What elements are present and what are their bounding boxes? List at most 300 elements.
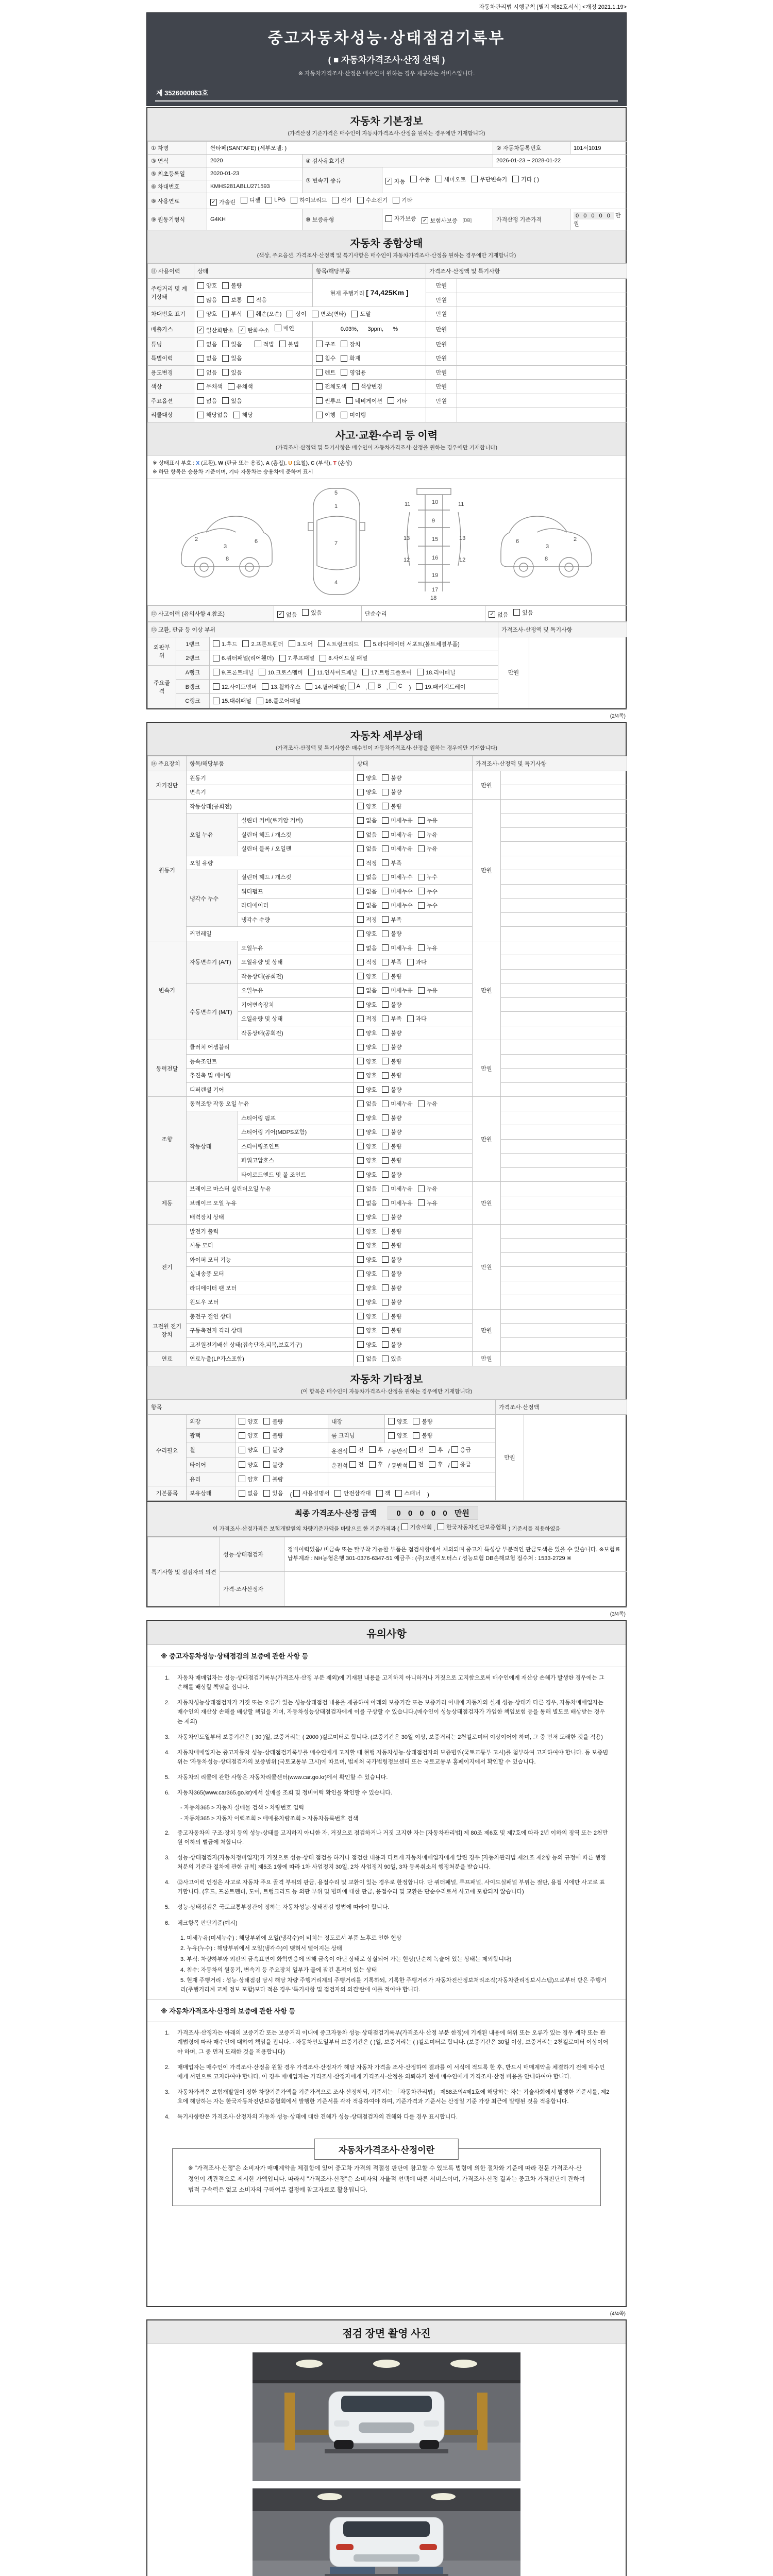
checkbox-option[interactable]	[382, 887, 413, 895]
checkbox-box[interactable]	[259, 669, 265, 675]
checkbox-box[interactable]: ✓	[197, 327, 204, 333]
checkbox-box[interactable]	[357, 874, 364, 880]
checkbox-option[interactable]	[351, 310, 371, 318]
checkbox-box[interactable]	[382, 959, 389, 965]
checkbox-option[interactable]	[357, 1114, 377, 1122]
checkbox-option[interactable]	[422, 216, 458, 225]
checkbox-option[interactable]	[382, 1099, 413, 1108]
checkbox-box[interactable]	[263, 1490, 270, 1497]
checkbox-option[interactable]	[257, 697, 300, 705]
checkbox-option[interactable]	[438, 1523, 507, 1531]
checkbox-box[interactable]	[382, 1214, 389, 1221]
checkbox-option[interactable]	[357, 196, 388, 204]
checkbox-option[interactable]	[418, 1099, 438, 1108]
checkbox-option[interactable]	[357, 1014, 377, 1023]
checkbox-box[interactable]	[357, 1214, 364, 1221]
checkbox-option[interactable]	[357, 1099, 377, 1108]
checkbox-option[interactable]	[332, 196, 351, 204]
checkbox-box[interactable]	[382, 1129, 389, 1136]
checkbox-option[interactable]	[334, 1489, 371, 1497]
checkbox-option[interactable]	[395, 1489, 421, 1497]
checkbox-option[interactable]	[357, 788, 377, 796]
checkbox-option[interactable]	[239, 1417, 258, 1426]
checkbox-box[interactable]	[233, 412, 240, 418]
checkbox-option[interactable]	[385, 177, 405, 185]
checkbox-option[interactable]	[287, 310, 306, 318]
checkbox-option[interactable]	[409, 1446, 424, 1454]
checkbox-option[interactable]	[197, 340, 217, 348]
checkbox-option[interactable]	[316, 340, 335, 348]
checkbox-box[interactable]	[239, 1447, 245, 1453]
checkbox-option[interactable]	[228, 382, 253, 391]
checkbox-box[interactable]	[197, 311, 204, 317]
checkbox-option[interactable]	[418, 944, 438, 952]
checkbox-box[interactable]	[222, 355, 229, 362]
checkbox-option[interactable]	[357, 1199, 377, 1207]
checkbox-box[interactable]	[213, 683, 220, 690]
checkbox-box[interactable]	[410, 176, 417, 182]
checkbox-option[interactable]	[308, 668, 357, 676]
checkbox-option[interactable]	[418, 1184, 438, 1193]
checkbox-box[interactable]	[263, 1432, 270, 1439]
checkbox-option[interactable]	[263, 1475, 283, 1483]
checkbox-option[interactable]	[357, 1269, 377, 1278]
checkbox-box[interactable]	[382, 1242, 389, 1249]
checkbox-box[interactable]	[418, 1185, 425, 1192]
checkbox-box[interactable]	[197, 296, 204, 303]
checkbox-box[interactable]	[471, 176, 478, 182]
checkbox-box[interactable]: ✓	[385, 178, 392, 184]
checkbox-box[interactable]	[357, 1072, 364, 1079]
checkbox-box[interactable]	[239, 1432, 245, 1439]
checkbox-option[interactable]	[346, 397, 382, 405]
checkbox-box[interactable]: ✓	[239, 327, 245, 333]
checkbox-option[interactable]	[382, 1001, 401, 1009]
checkbox-option[interactable]	[222, 281, 242, 290]
checkbox-option[interactable]	[197, 281, 217, 290]
checkbox-option[interactable]	[369, 1446, 383, 1454]
checkbox-option[interactable]	[357, 1256, 377, 1264]
checkbox-box[interactable]	[382, 1015, 389, 1022]
checkbox-box[interactable]	[388, 1418, 395, 1425]
checkbox-box[interactable]	[357, 1171, 364, 1178]
checkbox-box[interactable]	[382, 888, 389, 894]
checkbox-option[interactable]	[357, 944, 377, 952]
checkbox-option[interactable]	[357, 873, 377, 881]
checkbox-box[interactable]	[357, 1114, 364, 1121]
checkbox-box[interactable]	[239, 1461, 245, 1468]
checkbox-option[interactable]	[357, 901, 377, 909]
checkbox-option[interactable]	[293, 1489, 329, 1497]
checkbox-option[interactable]	[416, 683, 465, 691]
checkbox-option[interactable]	[239, 1475, 258, 1483]
checkbox-box[interactable]	[320, 655, 326, 662]
checkbox-box[interactable]	[409, 1461, 416, 1468]
checkbox-box[interactable]	[418, 944, 425, 951]
checkbox-box[interactable]	[357, 1228, 364, 1234]
checkbox-option[interactable]	[512, 175, 539, 183]
checkbox-option[interactable]	[357, 1227, 377, 1235]
checkbox-option[interactable]	[385, 214, 416, 223]
checkbox-box[interactable]	[382, 1355, 389, 1362]
checkbox-option[interactable]	[382, 1284, 401, 1292]
checkbox-option[interactable]	[410, 175, 430, 183]
checkbox-box[interactable]	[357, 803, 364, 809]
checkbox-box[interactable]	[263, 1461, 270, 1468]
checkbox-box[interactable]	[382, 1256, 389, 1263]
checkbox-box[interactable]	[357, 973, 364, 979]
checkbox-option[interactable]	[382, 1142, 401, 1150]
checkbox-box[interactable]	[287, 311, 293, 317]
checkbox-box[interactable]	[382, 1044, 389, 1050]
checkbox-box[interactable]	[341, 341, 347, 347]
checkbox-option[interactable]	[382, 816, 413, 824]
checkbox-box[interactable]	[369, 1446, 376, 1453]
checkbox-option[interactable]	[357, 802, 377, 810]
checkbox-box[interactable]	[263, 1418, 270, 1425]
checkbox-option[interactable]	[239, 1461, 258, 1469]
checkbox-box[interactable]	[382, 774, 389, 781]
checkbox-option[interactable]	[382, 958, 401, 966]
checkbox-box[interactable]	[357, 1044, 364, 1050]
checkbox-box[interactable]	[228, 383, 234, 390]
checkbox-option[interactable]	[213, 668, 254, 676]
checkbox-box[interactable]	[376, 1490, 383, 1497]
checkbox-box[interactable]	[512, 176, 519, 182]
checkbox-option[interactable]	[320, 654, 367, 662]
checkbox-box[interactable]	[247, 311, 254, 317]
checkbox-box[interactable]	[213, 655, 220, 662]
checkbox-option[interactable]	[382, 986, 413, 994]
checkbox-box[interactable]	[302, 609, 309, 616]
checkbox-option[interactable]	[263, 1461, 283, 1469]
checkbox-option[interactable]	[382, 1086, 401, 1094]
checkbox-option[interactable]	[418, 887, 438, 895]
checkbox-box[interactable]	[349, 1461, 356, 1468]
checkbox-box[interactable]	[451, 1446, 458, 1453]
checkbox-box[interactable]	[418, 817, 425, 824]
checkbox-box[interactable]	[197, 383, 204, 390]
checkbox-box[interactable]	[341, 412, 347, 418]
checkbox-option[interactable]	[413, 1417, 432, 1426]
checkbox-box[interactable]	[275, 325, 281, 331]
checkbox-box[interactable]	[362, 669, 369, 675]
checkbox-box[interactable]	[382, 973, 389, 979]
checkbox-option[interactable]	[197, 326, 233, 334]
checkbox-option[interactable]	[357, 1156, 377, 1164]
checkbox-box[interactable]	[413, 1432, 419, 1439]
checkbox-box[interactable]	[418, 831, 425, 838]
checkbox-option[interactable]	[382, 873, 413, 881]
checkbox-box[interactable]	[357, 1100, 364, 1107]
checkbox-box[interactable]	[382, 1100, 389, 1107]
checkbox-box[interactable]	[382, 1327, 389, 1334]
checkbox-option[interactable]	[316, 411, 335, 419]
checkbox-box[interactable]	[357, 845, 364, 852]
checkbox-box[interactable]	[357, 1284, 364, 1291]
checkbox-box[interactable]	[369, 1461, 376, 1468]
checkbox-option[interactable]	[357, 831, 377, 839]
checkbox-box[interactable]	[382, 817, 389, 824]
checkbox-box[interactable]	[357, 1327, 364, 1334]
checkbox-option[interactable]	[368, 683, 381, 689]
checkbox-box[interactable]	[357, 1086, 364, 1093]
checkbox-box[interactable]	[382, 831, 389, 838]
checkbox-box[interactable]	[357, 916, 364, 923]
checkbox-box[interactable]	[341, 355, 347, 362]
checkbox-option[interactable]	[382, 1354, 401, 1363]
checkbox-option[interactable]	[197, 368, 217, 377]
checkbox-box[interactable]	[357, 1185, 364, 1192]
checkbox-option[interactable]	[382, 916, 401, 924]
checkbox-box[interactable]	[197, 341, 204, 347]
checkbox-box[interactable]	[279, 341, 286, 347]
checkbox-box[interactable]	[316, 383, 323, 390]
checkbox-box[interactable]	[318, 640, 325, 647]
checkbox-box[interactable]	[401, 1523, 408, 1530]
checkbox-box[interactable]	[357, 1015, 364, 1022]
checkbox-box[interactable]	[308, 669, 315, 675]
checkbox-option[interactable]	[382, 944, 413, 952]
checkbox-box[interactable]	[357, 888, 364, 894]
checkbox-box[interactable]	[263, 1476, 270, 1482]
checkbox-option[interactable]	[247, 310, 282, 318]
checkbox-option[interactable]	[197, 382, 223, 391]
checkbox-option[interactable]	[357, 1312, 377, 1320]
checkbox-box[interactable]	[417, 669, 424, 675]
checkbox-box[interactable]	[382, 1185, 389, 1192]
checkbox-option[interactable]	[451, 1460, 471, 1468]
checkbox-option[interactable]	[239, 1489, 258, 1497]
checkbox-option[interactable]	[316, 354, 335, 362]
checkbox-box[interactable]	[409, 1446, 416, 1453]
checkbox-option[interactable]	[418, 816, 438, 824]
checkbox-option[interactable]	[357, 1128, 377, 1136]
checkbox-box[interactable]	[357, 1058, 364, 1064]
checkbox-option[interactable]	[357, 1057, 377, 1065]
checkbox-option[interactable]	[213, 683, 257, 691]
checkbox-option[interactable]	[241, 196, 260, 204]
checkbox-box[interactable]	[312, 311, 318, 317]
checkbox-box[interactable]	[213, 669, 220, 675]
checkbox-box[interactable]	[334, 1490, 341, 1497]
checkbox-box[interactable]	[385, 215, 392, 222]
checkbox-box[interactable]	[382, 1313, 389, 1319]
checkbox-option[interactable]	[239, 1446, 258, 1454]
checkbox-option[interactable]	[382, 1298, 401, 1306]
checkbox-box[interactable]	[395, 1490, 402, 1497]
checkbox-box[interactable]	[407, 1015, 414, 1022]
checkbox-option[interactable]	[316, 368, 335, 377]
checkbox-option[interactable]	[263, 1417, 283, 1426]
checkbox-option[interactable]	[357, 1354, 377, 1363]
checkbox-box[interactable]	[316, 412, 323, 418]
checkbox-box[interactable]	[418, 902, 425, 909]
checkbox-option[interactable]	[407, 1014, 427, 1023]
checkbox-option[interactable]	[357, 1001, 377, 1009]
checkbox-option[interactable]	[357, 1142, 377, 1150]
checkbox-option[interactable]	[210, 198, 236, 206]
checkbox-box[interactable]	[382, 1072, 389, 1079]
checkbox-box[interactable]	[357, 859, 364, 866]
checkbox-box[interactable]	[382, 1341, 389, 1348]
checkbox-box[interactable]	[513, 609, 520, 616]
checkbox-option[interactable]	[357, 1284, 377, 1292]
checkbox-option[interactable]	[348, 683, 360, 689]
checkbox-box[interactable]	[262, 683, 268, 690]
checkbox-option[interactable]	[382, 1227, 401, 1235]
checkbox-box[interactable]	[382, 789, 389, 795]
checkbox-box[interactable]	[357, 944, 364, 951]
checkbox-option[interactable]	[382, 844, 413, 853]
checkbox-box[interactable]	[255, 341, 261, 347]
checkbox-box[interactable]	[418, 987, 425, 994]
checkbox-box[interactable]	[438, 1523, 444, 1530]
checkbox-option[interactable]	[382, 1057, 401, 1065]
checkbox-box[interactable]	[197, 412, 204, 418]
checkbox-option[interactable]	[382, 901, 413, 909]
checkbox-option[interactable]	[357, 1341, 377, 1349]
checkbox-box[interactable]	[346, 397, 353, 404]
checkbox-box[interactable]	[451, 1461, 458, 1468]
checkbox-option[interactable]	[429, 1460, 443, 1468]
checkbox-option[interactable]	[316, 382, 347, 391]
checkbox-option[interactable]	[239, 326, 270, 334]
checkbox-option[interactable]	[222, 368, 242, 377]
checkbox-box[interactable]	[265, 197, 272, 204]
checkbox-box[interactable]	[388, 397, 394, 404]
checkbox-option[interactable]	[417, 668, 456, 676]
checkbox-option[interactable]	[418, 831, 438, 839]
checkbox-option[interactable]	[341, 411, 366, 419]
checkbox-option[interactable]	[312, 310, 346, 318]
checkbox-box[interactable]	[382, 859, 389, 866]
checkbox-option[interactable]	[279, 340, 299, 348]
checkbox-option[interactable]	[382, 1341, 401, 1349]
checkbox-box[interactable]	[357, 1270, 364, 1277]
checkbox-box[interactable]	[382, 944, 389, 951]
checkbox-box[interactable]	[388, 1432, 395, 1439]
checkbox-option[interactable]	[357, 958, 377, 966]
checkbox-box[interactable]	[357, 197, 364, 204]
checkbox-option[interactable]	[357, 1298, 377, 1306]
checkbox-option[interactable]	[341, 368, 366, 377]
checkbox-option[interactable]	[382, 1043, 401, 1051]
checkbox-box[interactable]	[213, 640, 220, 647]
checkbox-box[interactable]	[418, 1199, 425, 1206]
checkbox-box[interactable]	[418, 845, 425, 852]
checkbox-box[interactable]	[222, 341, 229, 347]
checkbox-option[interactable]	[418, 873, 438, 881]
checkbox-option[interactable]	[382, 1071, 401, 1079]
checkbox-option[interactable]	[362, 668, 412, 676]
checkbox-option[interactable]	[382, 1171, 401, 1179]
checkbox-option[interactable]	[429, 1446, 443, 1454]
checkbox-box[interactable]	[429, 1461, 435, 1468]
checkbox-option[interactable]	[382, 1199, 413, 1207]
checkbox-option[interactable]	[357, 1213, 377, 1221]
checkbox-option[interactable]	[357, 929, 377, 938]
checkbox-option[interactable]	[382, 1156, 401, 1164]
checkbox-option[interactable]	[277, 611, 297, 619]
checkbox-box[interactable]: ✓	[422, 217, 428, 224]
checkbox-option[interactable]	[357, 972, 377, 980]
checkbox-box[interactable]: ✓	[277, 611, 284, 618]
checkbox-box[interactable]	[357, 1299, 364, 1306]
checkbox-box[interactable]	[247, 296, 254, 303]
checkbox-box[interactable]	[341, 369, 347, 376]
checkbox-box[interactable]	[291, 197, 297, 204]
checkbox-box[interactable]	[357, 1157, 364, 1164]
checkbox-option[interactable]	[242, 640, 283, 648]
checkbox-box[interactable]	[382, 987, 389, 994]
checkbox-option[interactable]	[390, 683, 402, 689]
checkbox-option[interactable]	[302, 608, 322, 617]
checkbox-option[interactable]	[418, 901, 438, 909]
checkbox-option[interactable]	[382, 802, 401, 810]
checkbox-option[interactable]	[263, 1431, 283, 1439]
checkbox-option[interactable]	[357, 916, 377, 924]
checkbox-box[interactable]	[364, 640, 371, 647]
checkbox-box[interactable]	[222, 282, 229, 289]
checkbox-option[interactable]	[357, 1029, 377, 1037]
checkbox-option[interactable]	[279, 654, 315, 662]
checkbox-option[interactable]	[349, 1446, 364, 1454]
checkbox-box[interactable]	[382, 902, 389, 909]
checkbox-option[interactable]	[382, 1114, 401, 1122]
checkbox-box[interactable]	[382, 803, 389, 809]
checkbox-option[interactable]	[357, 844, 377, 853]
checkbox-box[interactable]	[222, 369, 229, 376]
checkbox-option[interactable]	[222, 354, 242, 362]
checkbox-option[interactable]	[418, 1199, 438, 1207]
checkbox-box[interactable]	[357, 1355, 364, 1362]
checkbox-box[interactable]	[393, 197, 399, 204]
checkbox-box[interactable]	[357, 817, 364, 824]
checkbox-box[interactable]	[382, 930, 389, 937]
checkbox-box[interactable]	[357, 789, 364, 795]
checkbox-box[interactable]	[382, 845, 389, 852]
checkbox-option[interactable]	[451, 1446, 471, 1454]
checkbox-box[interactable]	[357, 1341, 364, 1348]
checkbox-box[interactable]	[197, 355, 204, 362]
checkbox-option[interactable]	[513, 608, 533, 617]
checkbox-option[interactable]	[341, 340, 360, 348]
checkbox-box[interactable]	[382, 1157, 389, 1164]
checkbox-box[interactable]	[413, 1418, 419, 1425]
checkbox-option[interactable]	[382, 1241, 401, 1249]
checkbox-option[interactable]	[222, 296, 242, 304]
checkbox-box[interactable]	[418, 874, 425, 880]
checkbox-box[interactable]	[239, 1490, 245, 1497]
checkbox-box[interactable]	[418, 888, 425, 894]
checkbox-option[interactable]	[357, 1326, 377, 1334]
checkbox-option[interactable]	[213, 640, 237, 648]
checkbox-box[interactable]	[289, 640, 295, 647]
checkbox-box[interactable]	[197, 282, 204, 289]
checkbox-option[interactable]	[197, 354, 217, 362]
checkbox-option[interactable]	[262, 683, 300, 691]
checkbox-option[interactable]	[382, 1269, 401, 1278]
checkbox-box[interactable]: ✓	[489, 611, 495, 618]
checkbox-option[interactable]	[489, 611, 508, 619]
checkbox-option[interactable]	[357, 1086, 377, 1094]
checkbox-box[interactable]	[357, 1143, 364, 1149]
checkbox-option[interactable]	[357, 1184, 377, 1193]
checkbox-option[interactable]	[357, 1043, 377, 1051]
checkbox-box[interactable]	[407, 959, 414, 965]
checkbox-box[interactable]	[382, 1270, 389, 1277]
